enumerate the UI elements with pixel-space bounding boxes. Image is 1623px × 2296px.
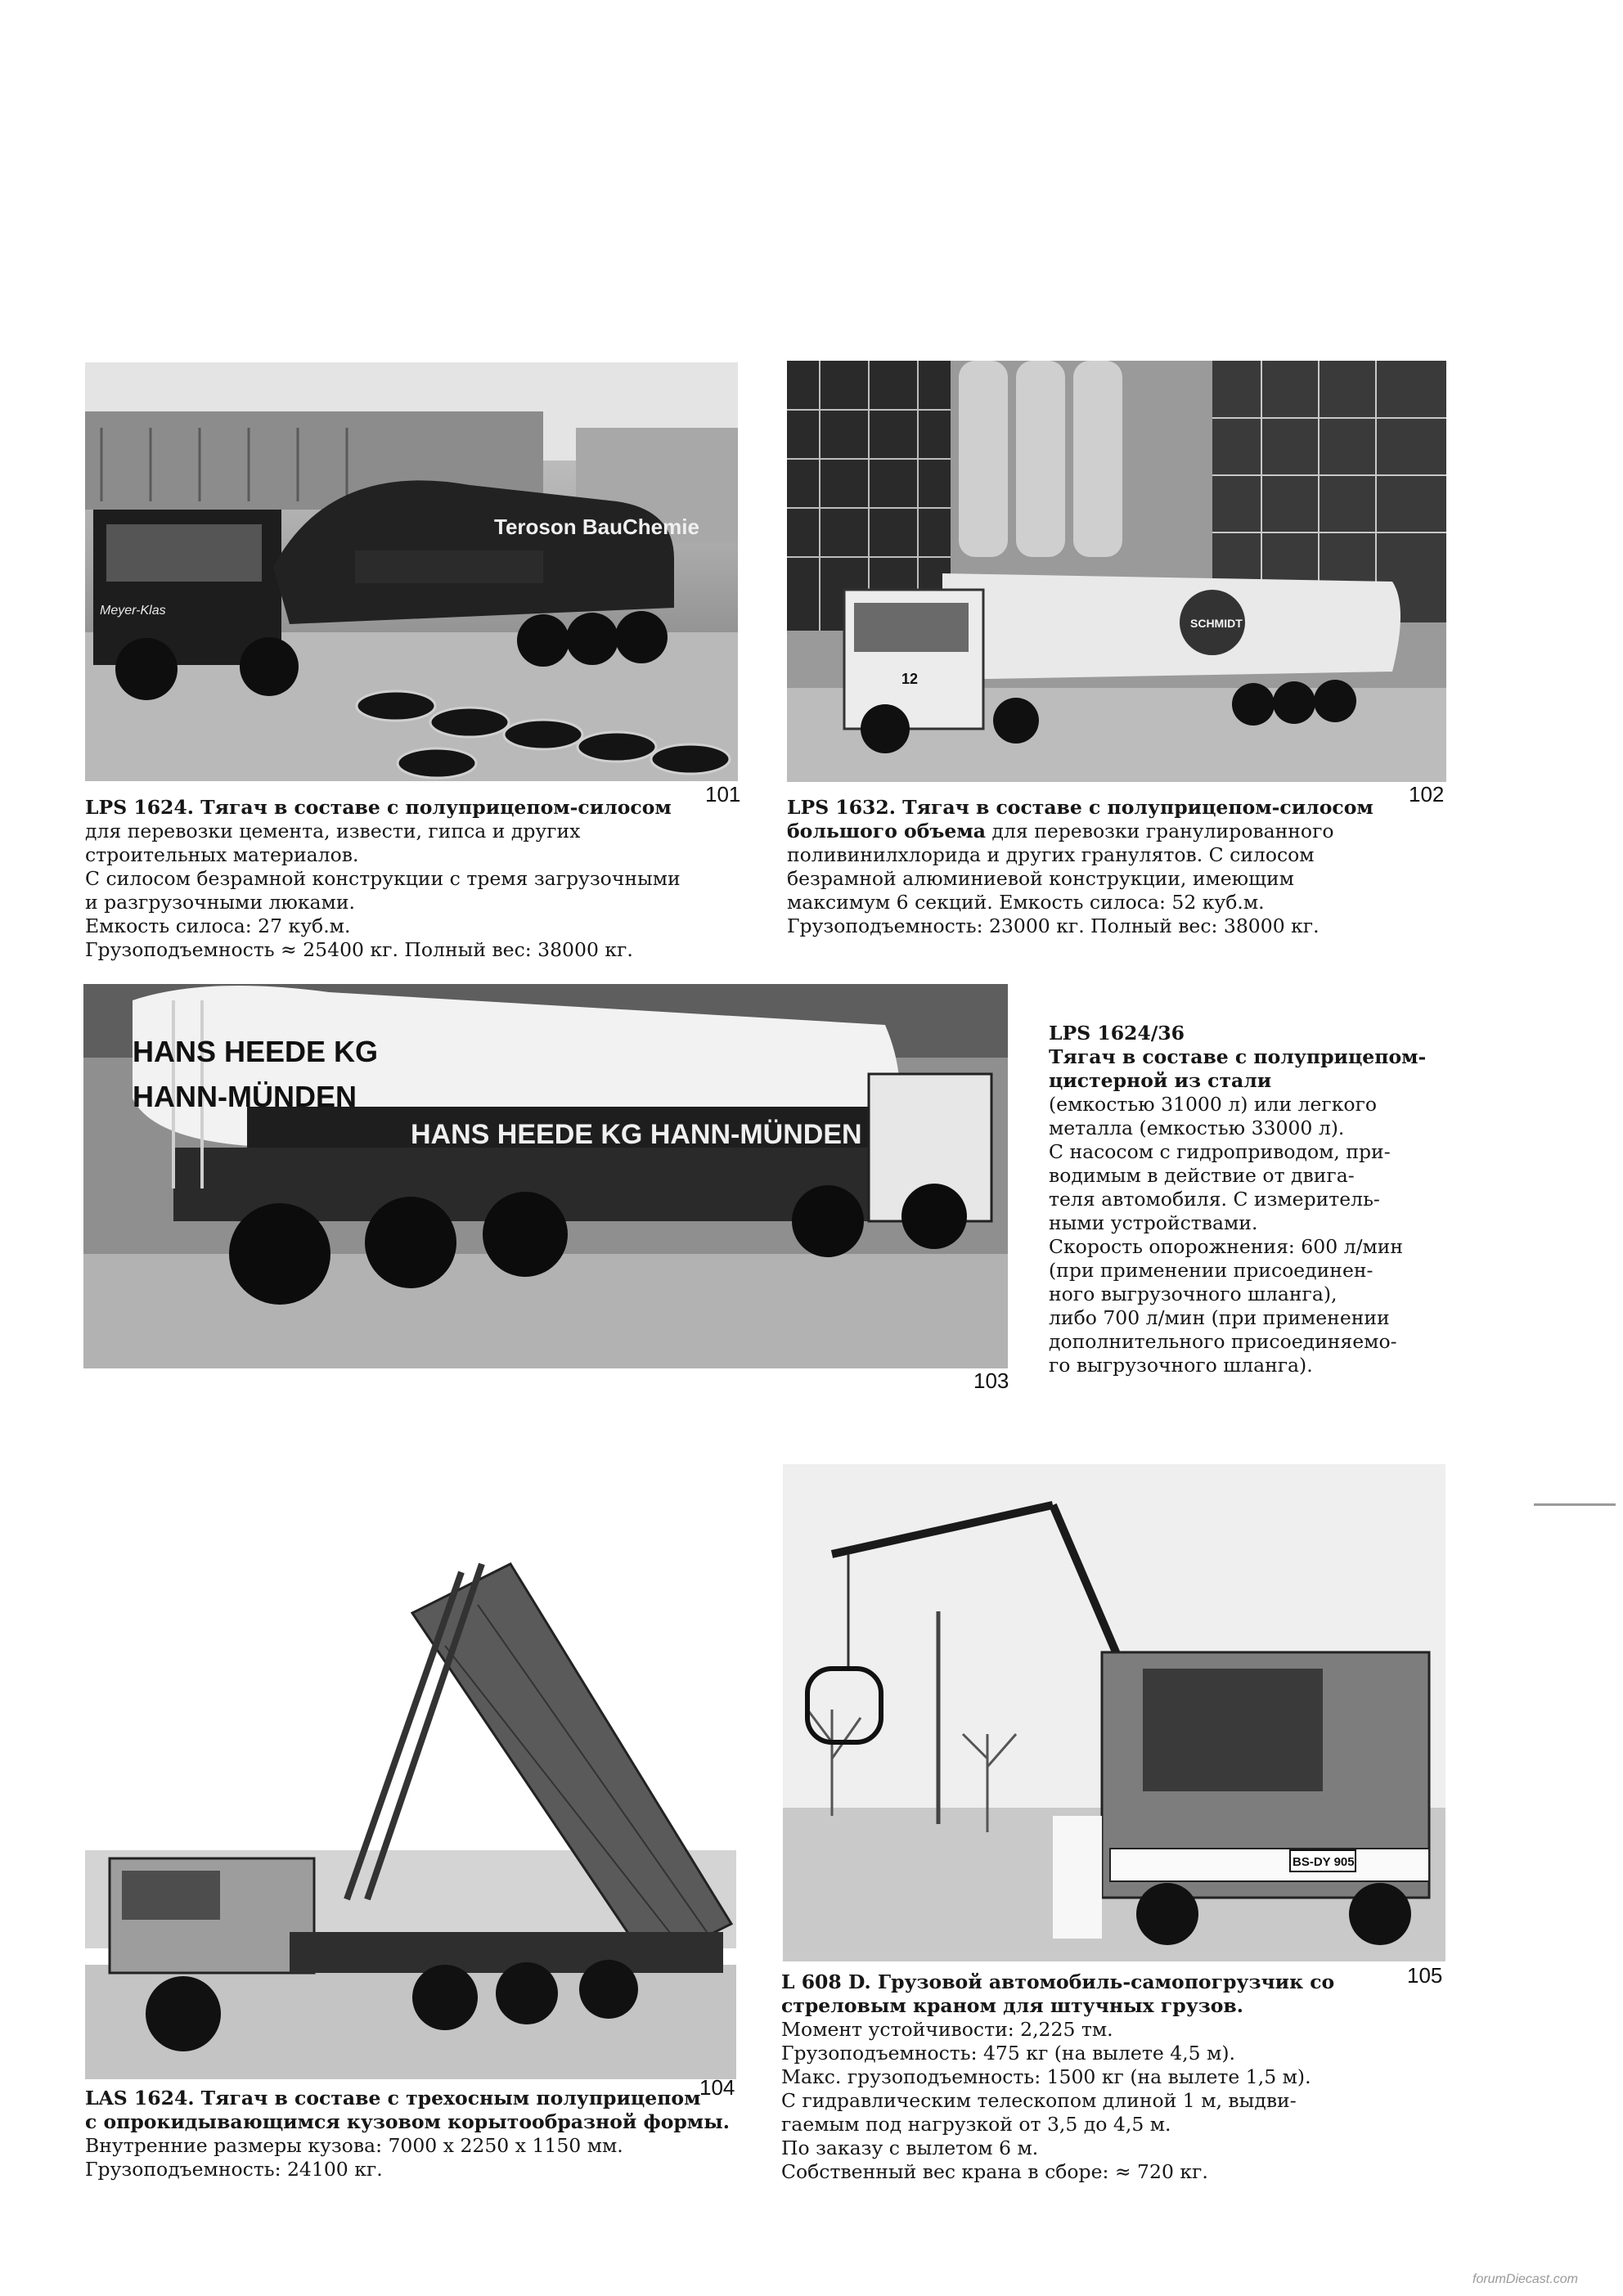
caption-102-line: максимум 6 секций. Емкость силоса: 52 куб.м. xyxy=(787,891,1265,914)
watermark: forumDiecast.com xyxy=(1472,2272,1578,2286)
caption-103-line: либо 700 л/мин (при применении xyxy=(1049,1306,1390,1329)
photo-102-silo-truck xyxy=(787,361,1446,782)
caption-103-line: Скорость опорожнения: 600 л/мин xyxy=(1049,1235,1404,1258)
caption-104-title: LAS 1624. Тягач в составе с трехосным полуприцепом xyxy=(85,2087,701,2110)
figure-number-101: 101 xyxy=(705,782,741,807)
figure-number-104: 104 xyxy=(699,2075,735,2100)
caption-104-title: с опрокидывающимся кузовом корытообразной формы. xyxy=(85,2110,730,2133)
caption-105-line: Макс. грузоподъемность: 1500 кг (на вылете 1,5 м). xyxy=(781,2065,1311,2088)
caption-101-title: LPS 1624. Тягач в составе с полуприцепом-силосом xyxy=(85,796,672,819)
photo-105-license-plate: BS-DY 905 xyxy=(1293,1855,1355,1869)
caption-105 xyxy=(781,1970,1452,2184)
caption-103-line: металла (емкостью 33000 л). xyxy=(1049,1117,1345,1139)
caption-101 xyxy=(85,796,740,962)
photo-101-cab-lettering: Meyer-Klas xyxy=(100,604,166,618)
caption-101-line: Емкость силоса: 27 куб.м. xyxy=(85,914,351,937)
caption-103-title: цистерной из стали xyxy=(1049,1069,1272,1092)
caption-103-title: Тягач в составе с полуприцепом- xyxy=(1049,1045,1427,1068)
caption-103-line: (емкостью 31000 л) или легкого xyxy=(1049,1093,1378,1116)
photo-102-tank-logo: SCHMIDT xyxy=(1190,617,1243,630)
photo-101-silo-truck xyxy=(85,362,738,781)
caption-105-line: Момент устойчивости: 2,225 тм. xyxy=(781,2018,1113,2041)
caption-103-line: го выгрузочного шланга). xyxy=(1049,1354,1313,1377)
figure-number-103: 103 xyxy=(973,1368,1009,1393)
caption-103-line: С насосом с гидроприводом, при- xyxy=(1049,1140,1391,1163)
caption-102-line: безрамной алюминиевой конструкции, имеющим xyxy=(787,867,1294,890)
photo-102-cab-number: 12 xyxy=(901,671,919,687)
figure-number-105: 105 xyxy=(1407,1963,1443,1988)
caption-103-title: LPS 1624/36 xyxy=(1049,1022,1185,1045)
caption-102-line: Грузоподъемность: 23000 кг. Полный вес: 38000 кг. xyxy=(787,914,1320,937)
caption-101-line: строительных материалов. xyxy=(85,843,359,866)
caption-102 xyxy=(787,796,1450,938)
caption-103-line: ными устройствами. xyxy=(1049,1211,1258,1234)
caption-103-line: дополнительного присоединяемо- xyxy=(1049,1330,1397,1353)
figure-number-102: 102 xyxy=(1409,782,1445,807)
caption-102-title: LPS 1632. Тягач в составе с полуприцепом-силосом xyxy=(787,796,1373,819)
caption-104 xyxy=(85,2087,740,2181)
caption-105-line: Собственный вес крана в сборе: ≈ 720 кг. xyxy=(781,2160,1208,2183)
caption-104-line: Грузоподъемность: 24100 кг. xyxy=(85,2158,383,2181)
caption-103-line: (при применении присоединен- xyxy=(1049,1259,1373,1282)
caption-103-line: ного выгрузочного шланга), xyxy=(1049,1283,1338,1305)
caption-102-line: поливинилхлорида и других гранулятов. С силосом xyxy=(787,843,1315,866)
photo-105-crane-truck xyxy=(783,1464,1445,1961)
caption-103-line: теля автомобиля. С измеритель- xyxy=(1049,1188,1380,1211)
caption-105-line: гаемым под нагрузкой от 3,5 до 4,5 м. xyxy=(781,2113,1171,2136)
caption-101-line: и разгрузочными люками. xyxy=(85,891,355,914)
photo-103-side-lettering: HANS HEEDE KG HANN-MÜNDEN xyxy=(411,1119,862,1150)
caption-105-line: С гидравлическим телескопом длиной 1 м, выдви- xyxy=(781,2089,1297,2112)
caption-105-title: L 608 D. Грузовой автомобиль-самопогрузчик со xyxy=(781,1970,1335,1993)
page-edge-mark xyxy=(1534,1503,1616,1506)
photo-103-tanker-truck xyxy=(83,984,1008,1368)
caption-102-line: для перевозки гранулированного xyxy=(986,820,1334,842)
photo-103-tank-lettering-2: HANN-MÜNDEN xyxy=(133,1080,357,1113)
photo-103-tank-lettering-1: HANS HEEDE KG xyxy=(133,1035,379,1068)
caption-103-line: водимым в действие от двига- xyxy=(1049,1164,1355,1187)
caption-101-line: Грузоподъемность ≈ 25400 кг. Полный вес: 38000 кг. xyxy=(85,938,633,961)
caption-101-line: для перевозки цемента, извести, гипса и других xyxy=(85,820,581,842)
caption-101-line: С силосом безрамной конструкции с тремя загрузочными xyxy=(85,867,681,890)
caption-102-title-cont: большого объема xyxy=(787,820,987,842)
caption-105-line: Грузоподъемность: 475 кг (на вылете 4,5 м). xyxy=(781,2042,1235,2065)
caption-104-line: Внутренние размеры кузова: 7000 x 2250 x 1150 мм. xyxy=(85,2134,623,2157)
caption-105-line: По заказу с вылетом 6 м. xyxy=(781,2136,1039,2159)
photo-101-tank-lettering: Teroson BauChemie xyxy=(494,514,699,539)
photo-104-tipper-truck xyxy=(85,1539,736,2079)
caption-105-title: стреловым краном для штучных грузов. xyxy=(781,1994,1243,2017)
caption-103 xyxy=(1049,1022,1474,1377)
